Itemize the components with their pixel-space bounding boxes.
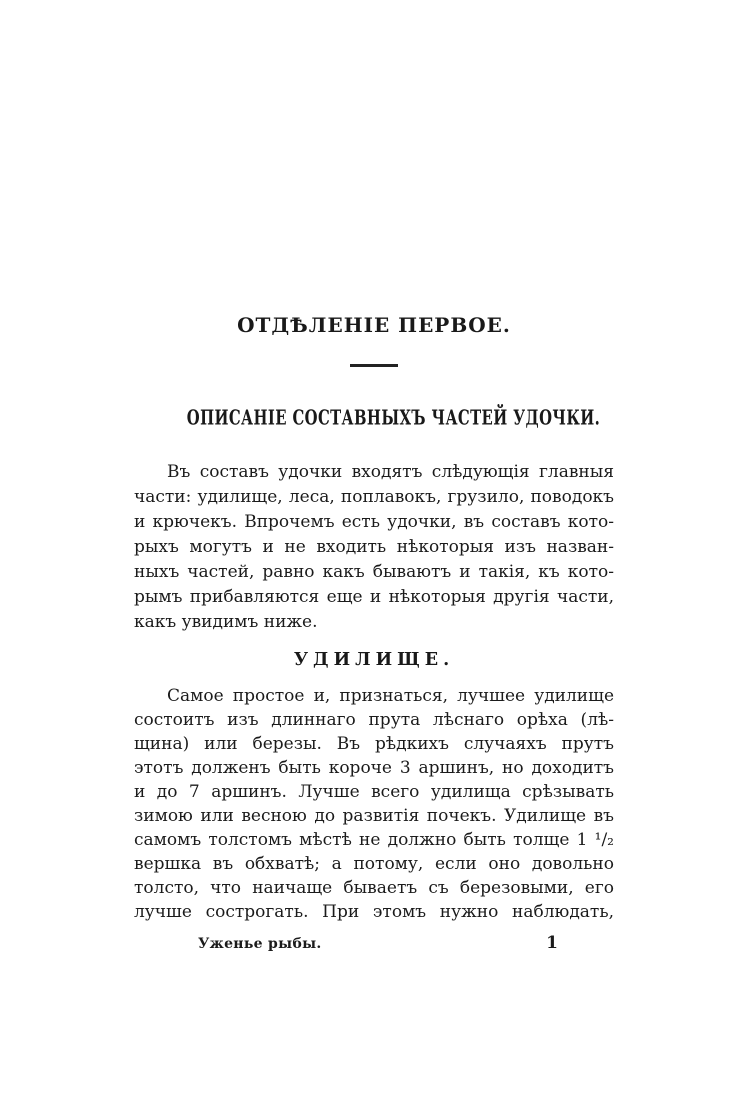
text-line: щина) или березы. Въ рѣдкихъ случаяхъ прутъ <box>134 734 614 754</box>
text-line: и крючекъ. Впрочемъ есть удочки, въ составъ кото- <box>134 512 614 532</box>
running-title: Уженье рыбы. <box>198 936 322 952</box>
text-line: толсто, что наичаще бываетъ съ березовыми, его <box>134 878 614 898</box>
page-number: 1 <box>546 933 558 953</box>
section-divider <box>350 364 398 367</box>
paragraph-intro <box>134 460 614 635</box>
page-content <box>134 0 614 953</box>
text-line: самомъ толстомъ мѣстѣ не должно быть толще 1 ¹/₂ <box>134 830 614 850</box>
text-line: этотъ долженъ быть короче 3 аршинъ, но доходитъ <box>134 758 614 778</box>
text-line: и до 7 аршинъ. Лучше всего удилища срѣзывать <box>134 782 614 802</box>
chapter-heading: ОПИСАНІЕ СОСТАВНЫХЪ ЧАСТЕЙ УДОЧКИ. <box>186 405 601 431</box>
section-heading: ОТДѢЛЕНІЕ ПЕРВОЕ. <box>237 313 511 337</box>
text-line: лучше сострогать. При этомъ нужно наблюдать, <box>134 902 614 922</box>
text-line: зимою или весною до развитія почекъ. Удилище въ <box>134 806 614 826</box>
text-line: какъ увидимъ ниже. <box>134 612 318 632</box>
paragraph-udilishche <box>134 684 614 924</box>
text-line: части: удилище, леса, поплавокъ, грузило, поводокъ <box>134 487 614 507</box>
text-line: Самое простое и, признаться, лучшее удилище <box>167 686 614 706</box>
text-line: ныхъ частей, равно какъ бываютъ и такія, къ кото- <box>134 562 614 582</box>
text-line: рымъ прибавляются еще и нѣкоторыя другія части, <box>134 587 614 607</box>
text-line: рыхъ могутъ и не входить нѣкоторыя изъ назван- <box>134 537 614 557</box>
page-footer <box>134 933 614 953</box>
text-line: Въ составъ удочки входятъ слѣдующія главныя <box>167 462 614 482</box>
text-line: вершка въ обхватѣ; а потому, если оно довольно <box>134 854 614 874</box>
text-line: состоитъ изъ длиннаго прута лѣснаго орѣха (лѣ- <box>134 710 614 730</box>
subsection-heading: УДИЛИЩЕ. <box>293 650 455 670</box>
